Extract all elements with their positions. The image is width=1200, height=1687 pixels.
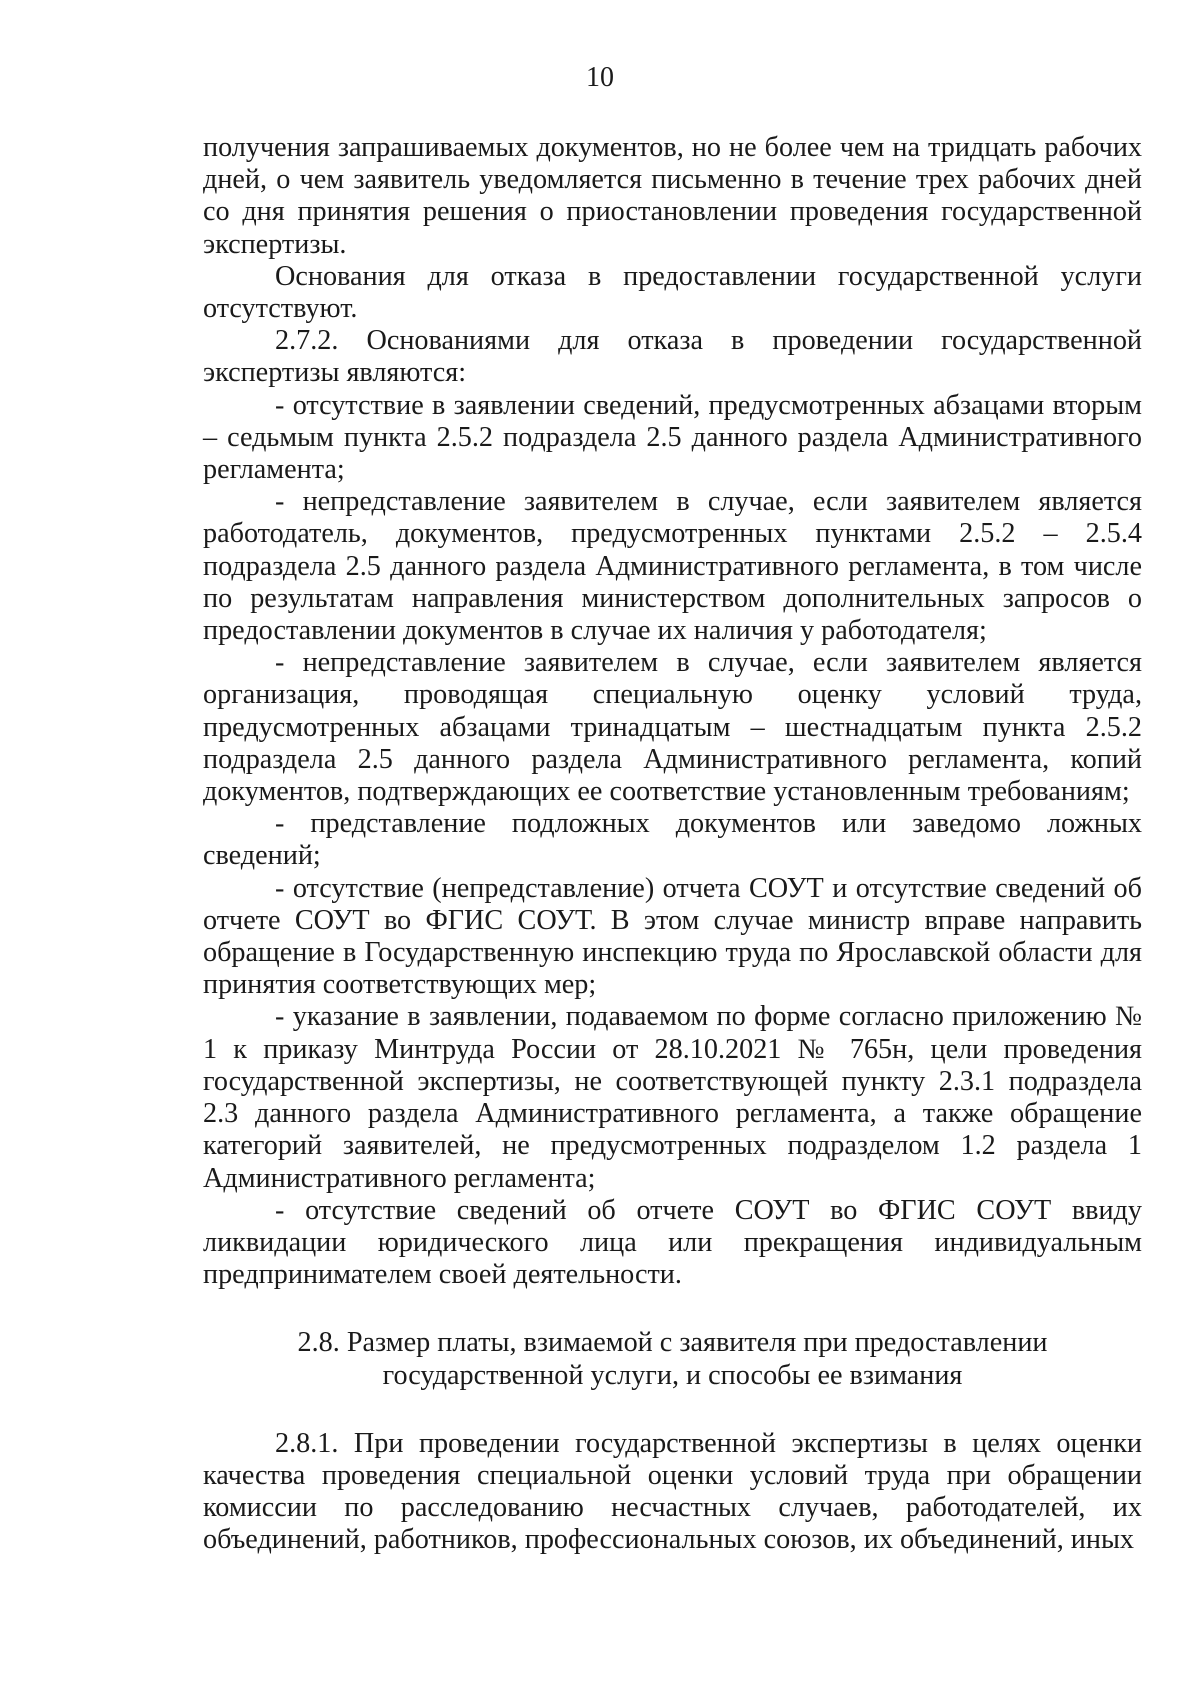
- list-item-wrong-purpose: - указание в заявлении, подаваемом по форме согласно приложению № 1 к приказу Минтруда России от 28.10.2021 № 765н, цели проведения государственной экспертизы, не соответствующей пункту 2.3.1 подраздела 2.3 данного раздела Административного регламента, а также обращение категорий заявителей, не предусмотренных подразделом 1.2 раздела 1 Административного регламента;: [203, 1001, 1142, 1194]
- section-heading-2-8: 2.8. Размер платы, взимаемой с заявителя при предоставлении государственной услуги, и способы ее взимания: [297, 1327, 1048, 1391]
- paragraph-2-8-1: 2.8.1. При проведении государственной экспертизы в целях оценки качества проведения специальной оценки условий труда при обращении комиссии по расследованию несчастных случаев, работодателей, их объединений, работников, профессиональных союзов, их объединений, иных: [203, 1427, 1142, 1556]
- list-item-false-docs: - представление подложных документов или заведомо ложных сведений;: [203, 808, 1142, 872]
- paragraph-continuation: получения запрашиваемых документов, но не более чем на тридцать рабочих дней, о чем заявитель уведомляется письменно в течение трех рабочих дней со дня принятия решения о приостановлении проведения государственной экспертизы.: [203, 132, 1142, 260]
- page-number: 10: [586, 62, 614, 93]
- document-body: [203, 132, 1142, 1557]
- list-item-organization-docs: - непредставление заявителем в случае, если заявителем является организация, проводящая специальную оценку условий труда, предусмотренных абзацами тринадцатым – шестнадцатым пункта 2.5.2 подраздела 2.5 данного раздела Административного регламента, копий документов, подтверждающих ее соответствие установленным требованиям;: [203, 647, 1142, 808]
- list-item-liquidation: - отсутствие сведений об отчете СОУТ во ФГИС СОУТ ввиду ликвидации юридического лица или прекращения индивидуальным предпринимателем своей деятельности.: [203, 1194, 1142, 1291]
- paragraph-no-refusal-grounds: Основания для отказа в предоставлении государственной услуги отсутствуют.: [203, 260, 1142, 325]
- list-item-missing-info: - отсутствие в заявлении сведений, предусмотренных абзацами вторым – седьмым пункта 2.5.2 подраздела 2.5 данного раздела Административного регламента;: [203, 389, 1142, 486]
- paragraph-2-7-2: 2.7.2. Основаниями для отказа в проведении государственной экспертизы являются:: [203, 325, 1142, 389]
- list-item-employer-docs: - непредставление заявителем в случае, если заявителем является работодатель, документов, предусмотренных пунктами 2.5.2 – 2.5.4 подраздела 2.5 данного раздела Административного регламента, в том числе по результатам направления министерством дополнительных запросов о предоставлении документов в случае их наличия у работодателя;: [203, 486, 1142, 647]
- list-item-missing-report: - отсутствие (непредставление) отчета СОУТ и отсутствие сведений об отчете СОУТ во ФГИС СОУТ. В этом случае министр вправе направить обращение в Государственную инспекцию труда по Ярославской области для принятия соответствующих мер;: [203, 872, 1142, 1001]
